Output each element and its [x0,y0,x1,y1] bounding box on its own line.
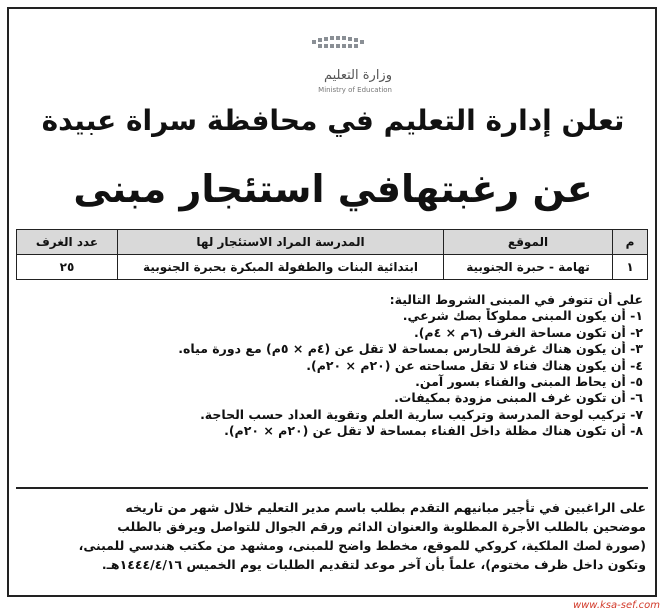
logo-english-text: Ministry of Education [318,86,392,94]
cell-school: ابتدائية البنات والطفولة المبكرة بحبرة الجنوبية [118,255,444,280]
cell-number: ١ [613,255,648,280]
condition-item: ٥- أن يحاط المبنى والفناء بسور آمن. [415,374,643,390]
cell-rooms: ٢٥ [17,255,118,280]
source-watermark: www.ksa-sef.com [572,600,660,611]
headline-line-2: عن رغبتهافي استئجار مبنى [73,167,593,211]
ministry-logo [272,28,412,98]
headline-line-1: تعلن إدارة التعليم في محافظة سراة عبيدة [41,104,625,137]
applicants-line: (صورة لصك الملكية، كروكي للموقع، مخطط واضح للمبنى، ومشهد من مكتب هندسي للمبنى، [78,538,646,553]
condition-item: ٤- أن يكون هناك فناء لا تقل مساحته عن (٢٠م × ٢٠م). [306,357,643,373]
building-table [16,229,648,280]
table-row [17,255,648,280]
conditions-section [113,292,643,440]
col-rooms-header: عدد الغرف [17,230,118,255]
logo-arabic-text: وزارة التعليم [323,68,392,83]
applicants-line: موضحين بالطلب الأجرة المطلوبة والعنوان الدائم ورقم الجوال للتواصل ويرفق بالطلب [117,519,646,534]
condition-item: ٦- أن تكون غرف المبنى مزودة بمكيفات. [394,390,643,406]
condition-item: ٢- أن تكون مساحة الغرف (٦م × ٤م). [413,324,643,340]
condition-item: ٨- أن تكون هناك مظلة داخل الفناء بمساحة لا تقل عن (٢٠م × ٢٠م). [224,423,643,439]
logo-dots-icon [312,34,372,52]
condition-item: ٣- أن يكون هناك غرفة للحارس بمساحة لا تقل عن (٤م × ٥م) مع دورة مياه. [178,341,643,357]
cell-location: تهامة - حبرة الجنوبية [444,255,613,280]
section-divider [16,487,648,489]
col-location-header: الموقع [444,230,613,255]
condition-item: ١- أن يكون المبنى مملوكاً بصك شرعي. [402,308,643,324]
table-header-row [17,230,648,255]
conditions-title: على أن تتوفر في المبنى الشروط التالية: [389,292,643,307]
col-school-header: المدرسة المراد الاستئجار لها [118,230,444,255]
applicants-line: وتكون داخل ظرف مختوم)، علماً بأن آخر موعد لتقديم الطلبات يوم الخميس ١٤٤٤/٤/١٦هـ. [101,557,646,572]
applicants-paragraph [20,498,646,574]
col-number-header: م [613,230,648,255]
condition-item: ٧- تركيب لوحة المدرسة وتركيب سارية العلم وتقوية العداد حسب الحاجة. [200,406,643,422]
applicants-line: على الراغبين في تأجير مبانيهم التقدم بطلب باسم مدير التعليم خلال شهر من تاريخه [125,500,646,515]
